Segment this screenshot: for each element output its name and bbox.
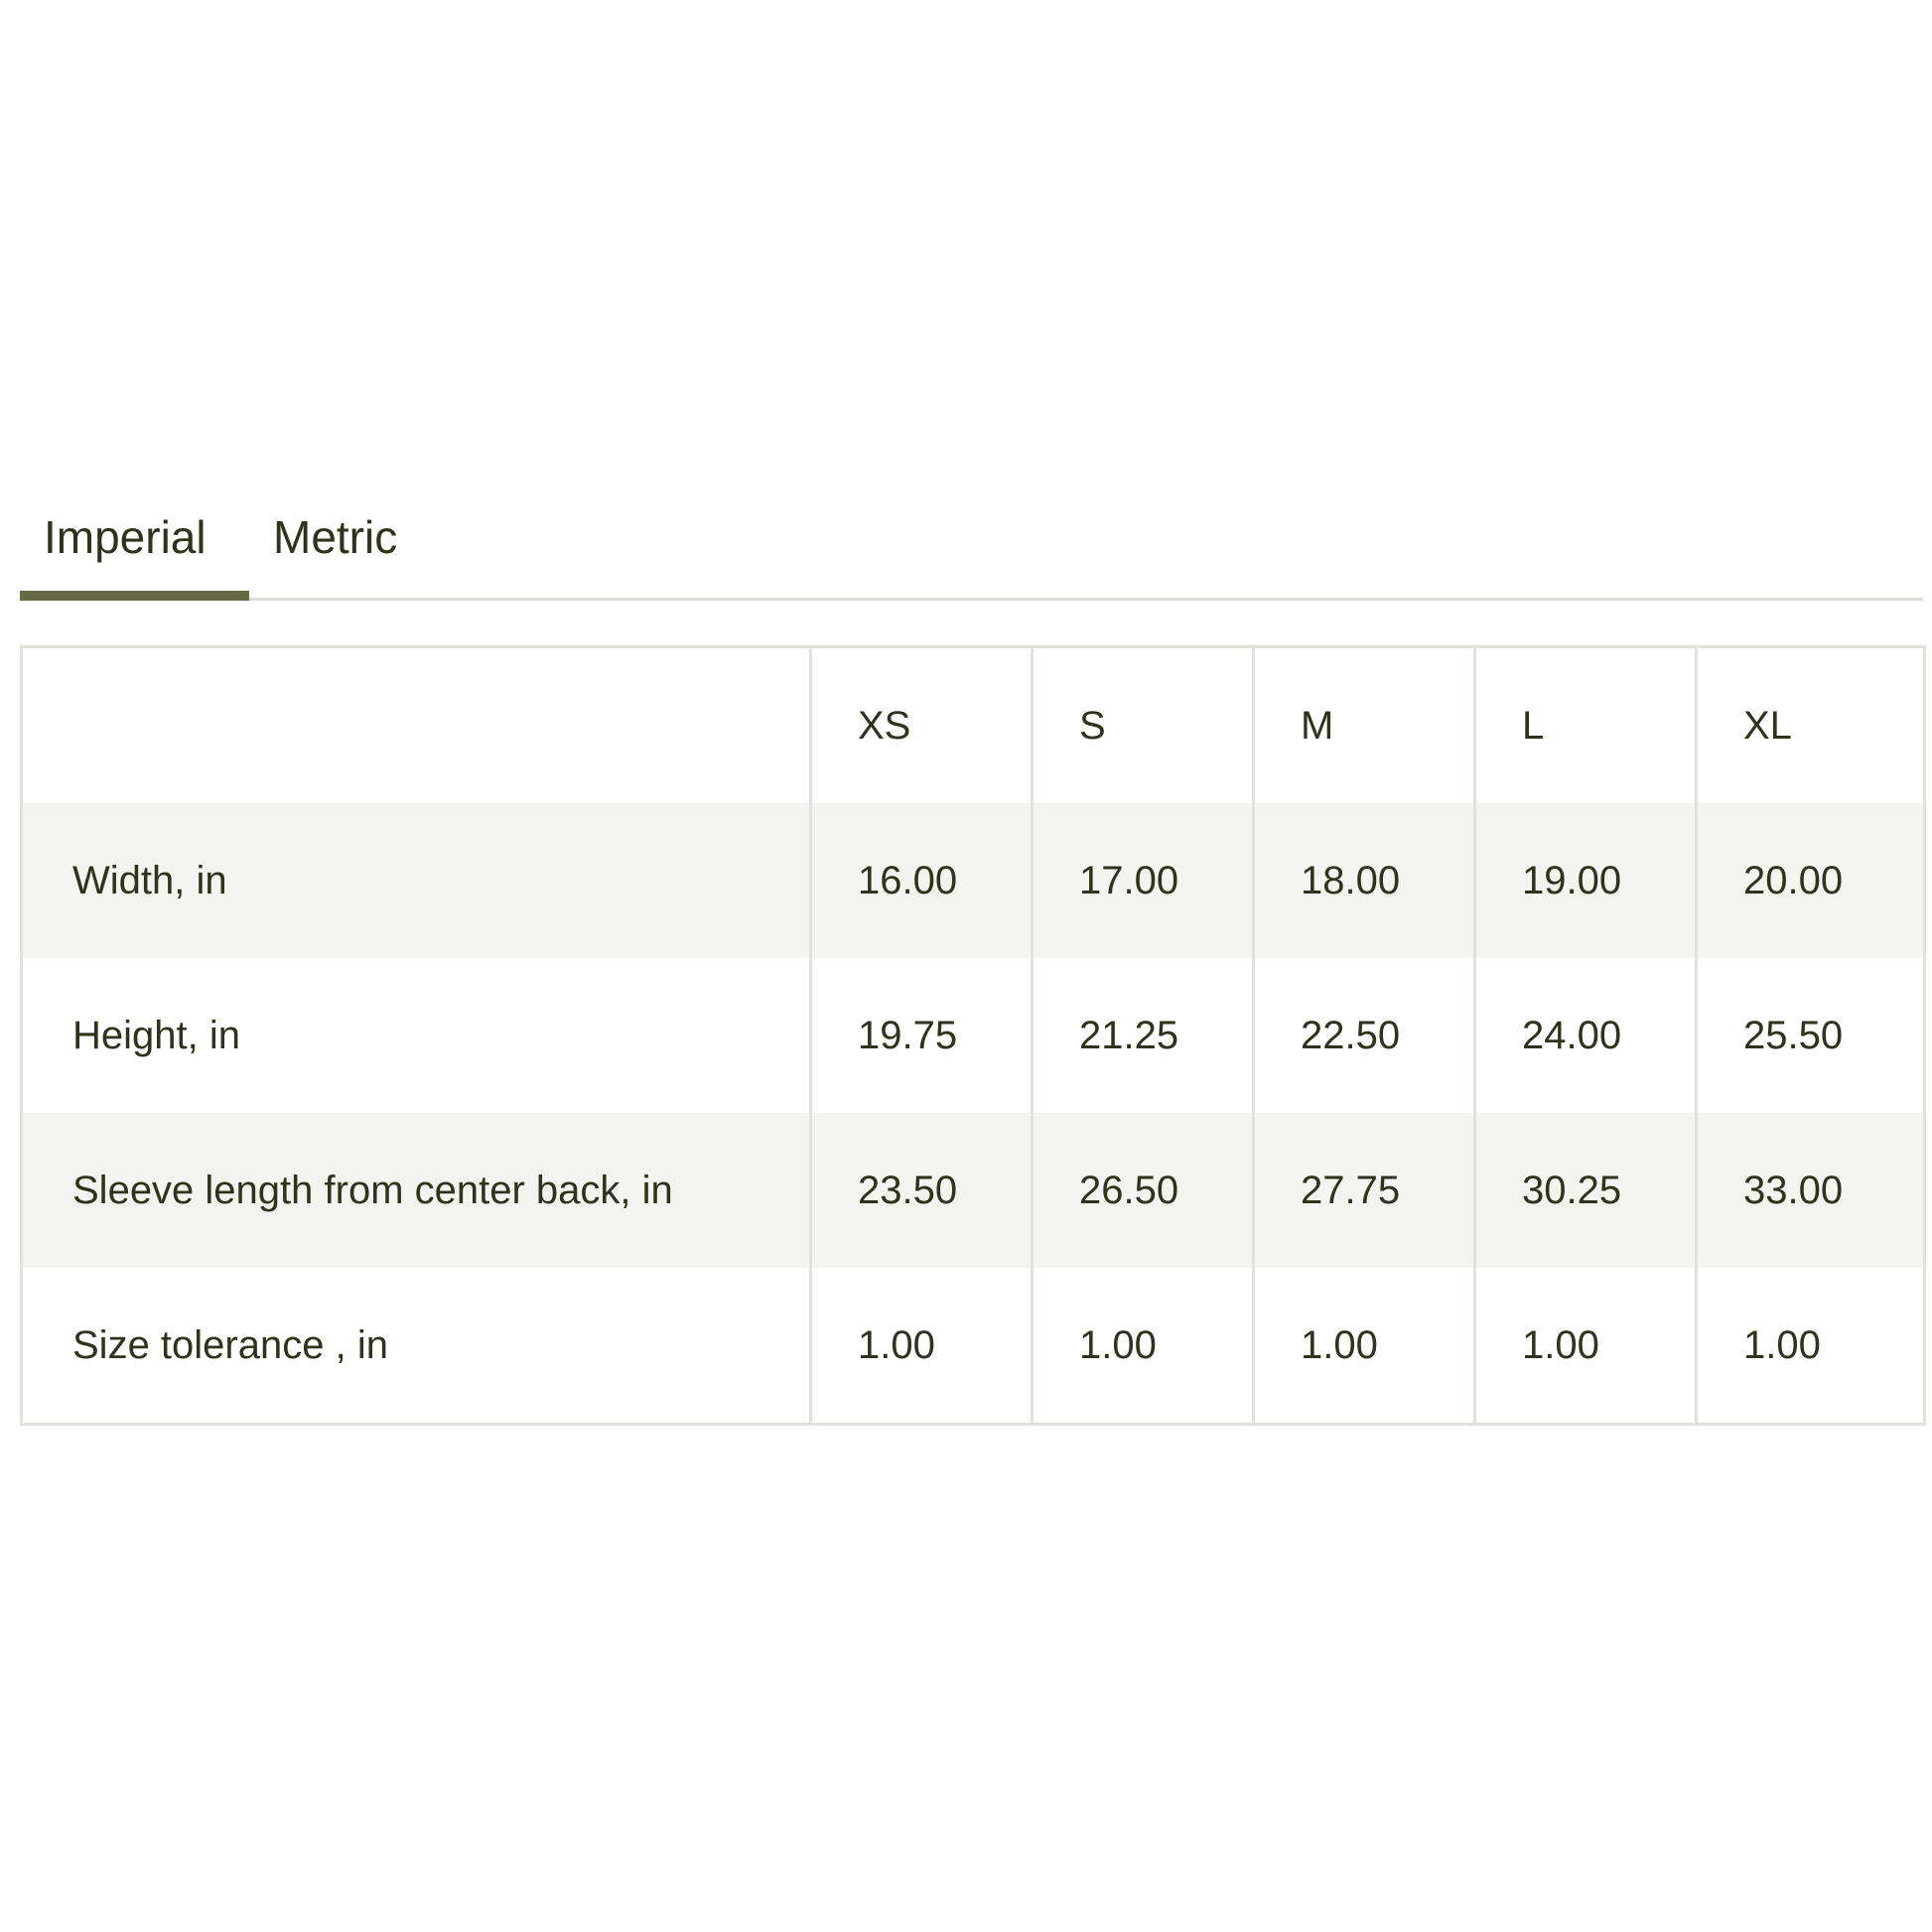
tab-imperial[interactable] — [20, 501, 249, 598]
table-cell: 20.00 — [1697, 803, 1925, 958]
table-cell: 18.00 — [1254, 803, 1475, 958]
table-cell: 27.75 — [1254, 1113, 1475, 1268]
table-cell: 16.00 — [811, 803, 1033, 958]
tab-metric-label: Metric — [273, 511, 398, 563]
row-label-height: Height, in — [22, 958, 811, 1113]
table-cell: 1.00 — [1697, 1268, 1925, 1425]
corner-cell — [22, 647, 811, 804]
size-header-m: M — [1254, 647, 1475, 804]
table-cell: 1.00 — [1475, 1268, 1697, 1425]
size-table — [20, 645, 1926, 1426]
table-cell: 25.50 — [1697, 958, 1925, 1113]
table-cell: 1.00 — [1033, 1268, 1254, 1425]
table-cell: 1.00 — [811, 1268, 1033, 1425]
table-header-row — [22, 647, 1925, 804]
size-header-s: S — [1033, 647, 1254, 804]
row-label-sleeve-length: Sleeve length from center back, in — [22, 1113, 811, 1268]
table-cell: 22.50 — [1254, 958, 1475, 1113]
table-cell: 23.50 — [811, 1113, 1033, 1268]
size-header-xs: XS — [811, 647, 1033, 804]
size-table-container — [20, 645, 1923, 1426]
table-row — [22, 1268, 1925, 1425]
tab-metric[interactable] — [273, 501, 397, 598]
size-header-xl: XL — [1697, 647, 1925, 804]
table-cell: 17.00 — [1033, 803, 1254, 958]
table-cell: 19.75 — [811, 958, 1033, 1113]
table-cell: 19.00 — [1475, 803, 1697, 958]
table-cell: 21.25 — [1033, 958, 1254, 1113]
table-cell: 1.00 — [1254, 1268, 1475, 1425]
table-cell: 24.00 — [1475, 958, 1697, 1113]
table-row — [22, 1113, 1925, 1268]
table-row — [22, 958, 1925, 1113]
row-label-width: Width, in — [22, 803, 811, 958]
table-cell: 30.25 — [1475, 1113, 1697, 1268]
table-cell: 26.50 — [1033, 1113, 1254, 1268]
row-label-size-tolerance: Size tolerance , in — [22, 1268, 811, 1425]
size-header-l: L — [1475, 647, 1697, 804]
table-row — [22, 803, 1925, 958]
unit-tabs — [20, 501, 1923, 601]
tab-imperial-label: Imperial — [44, 511, 207, 563]
table-cell: 33.00 — [1697, 1113, 1925, 1268]
